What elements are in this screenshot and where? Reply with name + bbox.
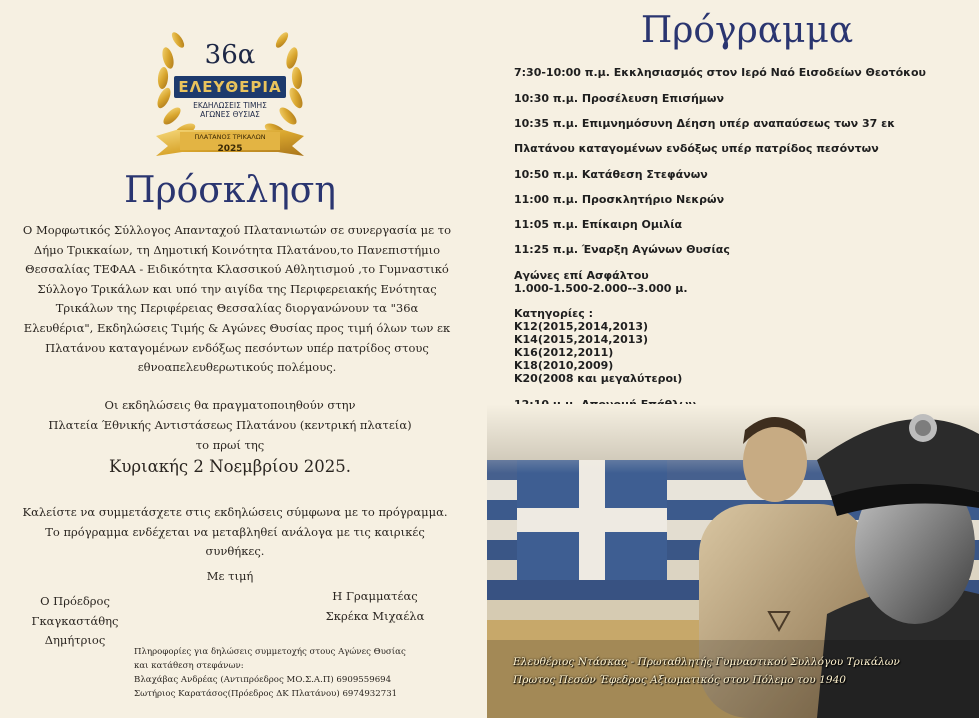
body-line: Ο Μορφωτικός Σύλλογος Απανταχού Πλατανιωτών σε συνεργασία με το xyxy=(22,223,452,237)
body-line: Πλατάνου καταγομένων ενδόξως πεσόντων υπέρ πατρίδος στους xyxy=(45,340,429,355)
program-item: 11:05 π.μ. Επίκαιρη Ομιλία xyxy=(514,218,683,231)
program-item: Κ12(2015,2014,2013) xyxy=(514,320,649,333)
program-title: Πρόγραμμα xyxy=(640,10,854,51)
body-line: Ελευθέρια", Εκδηλώσεις Τιμής & Αγώνες Θυσίας προς τιμή όλων των εκ xyxy=(23,320,451,335)
event-date: Κυριακής 2 Νοεμβρίου 2025. xyxy=(109,457,351,476)
program-item: Αγώνες επί Ασφάλτου xyxy=(514,269,649,282)
program-item: Πλατάνου καταγομένων ενδόξως υπέρ πατρίδος πεσόντων xyxy=(514,142,879,155)
contact-info: Πληροφορίες για δηλώσεις συμμετοχής στους Αγώνες Θυσίας και κατάθεση στεφάνων: Βλαχάβας Ανδρέας (Αντιπρόεδρος ΜΟ.Σ.Α.Π) 6909559694 Σωτήριος Καρατάσος(Πρόεδρος ΔΚ Πλατάνου) 6974932731 xyxy=(134,647,406,699)
program-item: Κ16(2012,2011) xyxy=(514,346,614,359)
emblem-title: ΕΛΕΥΘΕΡΙΑ xyxy=(174,76,286,98)
emblem-subtitle: ΕΚΔΗΛΩΣΕΙΣ ΤΙΜΗΣ ΑΓΩΝΕΣ ΘΥΣΙΑΣ xyxy=(193,101,267,119)
emblem-ribbon-place: ΠΛΑΤΑΝΟΣ ΤΡΙΚΑΛΩΝ xyxy=(194,133,266,141)
event-emblem xyxy=(152,14,308,164)
program-item: 10:30 π.μ. Προσέλευση Επισήμων xyxy=(514,92,724,105)
venue-text: Οι εκδηλώσεις θα πραγματοποιηθούν στην Πλατεία Έθνικής Αντιστάσεως Πλατάνου (κεντρική πλατεία) το πρωί της xyxy=(48,398,412,452)
body-line: εθνοαπελευθερωτικούς πολέμους. xyxy=(137,360,337,375)
signature-greeting: Με τιμή xyxy=(206,569,254,583)
program-item: 11:00 π.μ. Προσκλητήριο Νεκρών xyxy=(514,193,725,206)
body-line: Δήμο Τρικκαίων, τη Δημοτική Κοινότητα Πλατάνου,το Πανεπιστήμιο xyxy=(33,242,441,257)
body-line: Θεσσαλίας ΤΕΦΑΑ - Ειδικότητα Κλασσικού Αθλητισμού ,το Γυμναστικό xyxy=(25,262,449,277)
program-item: 11:25 π.μ. Έναρξη Αγώνων Θυσίας xyxy=(514,243,730,256)
photo-caption: Ελευθέριος Ντάσκας - Πρωταθλητής Γυμναστικού Συλλόγου Τρικάλων Πρωτος Πεσών Έφεδρος Αξιωματικός στον Πόλεμο του 1940 xyxy=(513,656,900,686)
invitation-body xyxy=(0,221,474,378)
program-item: Κ14(2015,2014,2013) xyxy=(514,333,649,346)
program-item: Κ18(2010,2009) xyxy=(514,359,614,372)
emblem-number: 36α xyxy=(204,40,256,70)
program-item: 7:30-10:00 π.μ. Εκκλησιασμός στον Ιερό Ναό Εισοδείων Θεοτόκου xyxy=(514,66,926,79)
program-item: Κατηγορίες : xyxy=(514,307,594,320)
program-item: Κ20(2008 και μεγαλύτεροι) xyxy=(514,372,683,385)
emblem-ribbon-year: 2025 xyxy=(217,144,243,154)
program-item: 10:35 π.μ. Επιμνημόσυνη Δέηση υπέρ αναπαύσεως των 37 εκ xyxy=(514,117,896,130)
program-item: 1.000-1.500-2.000--3.000 μ. xyxy=(514,282,688,295)
body-line: Σύλλογο Τρικάλων και υπό την αιγίδα της Περιφερειακής Ενότητας xyxy=(37,281,437,296)
program-item: 10:50 π.μ. Κατάθεση Στεφάνων xyxy=(514,168,708,181)
signatory-president: Ο Πρόεδρος Γκαγκαστάθης Δημήτριος xyxy=(31,594,119,647)
signatory-secretary: Η Γραμματέας Σκρέκα Μιχαέλα xyxy=(325,589,425,623)
invitation-title: Πρόσκληση xyxy=(124,170,336,211)
closing-text: Καλείστε να συμμετάσχετε στις εκδηλώσεις σύμφωνα με το πρόγραμμα. Το πρόγραμμα ενδέχεται να μεταβληθεί ανάλογα με τις καιρικές συνθήκες. xyxy=(22,505,448,558)
body-line: Τρικάλων της Περιφέρειας Θεσσαλίας διοργανώνουν τα "36α xyxy=(55,301,419,316)
